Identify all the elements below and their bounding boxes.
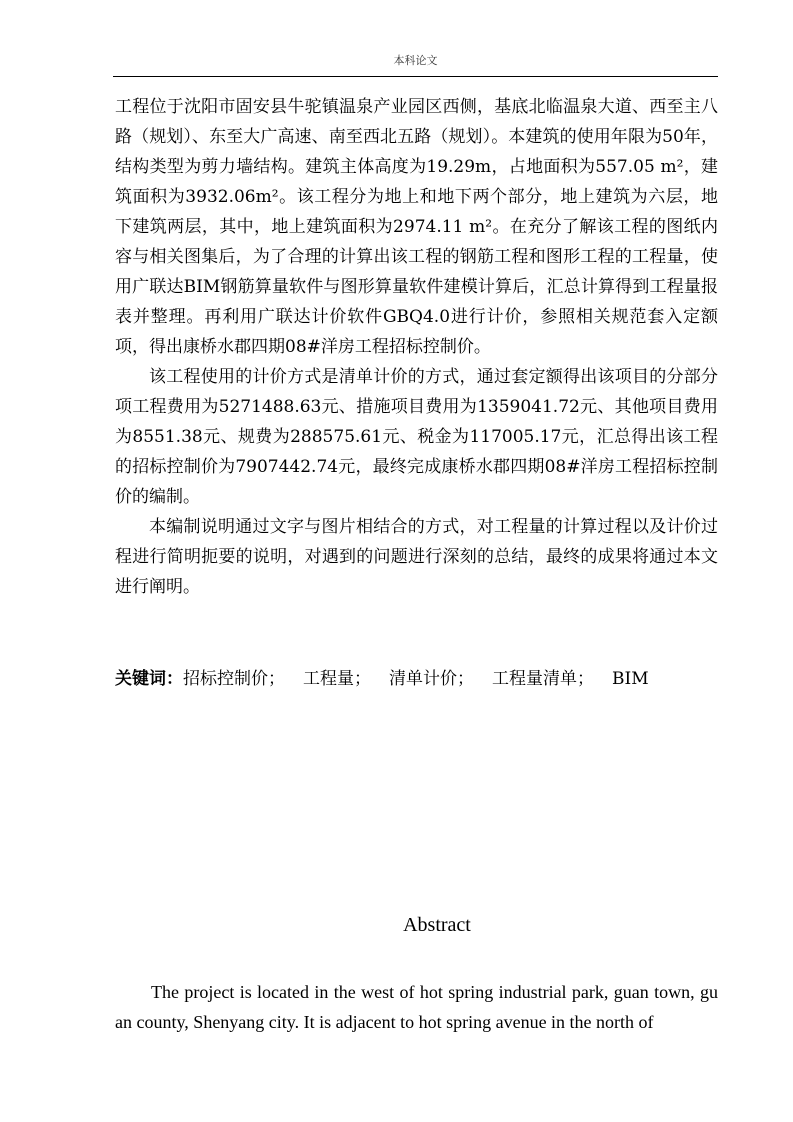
keyword: 招标控制价； bbox=[183, 669, 285, 689]
chinese-abstract bbox=[115, 92, 718, 602]
paragraph-project-overview: 工程位于沈阳市固安县牛驼镇温泉产业园区西侧，基底北临温泉大道、西至主八路（规划）、东至大广高速、南至西北五路（规划）。本建筑的使用年限为50年，结构类型为剪力墙结构。建筑主体高度为19.29m，占地面积为557.05 m²，建筑面积为3932.06m²。该工程分为地上和地下两个部分，地上建筑为六层，地下建筑两层，其中，地上建筑面积为2974.11 m²。在充分了解该工程的图纸内容与相关图集后，为了合理的计算出该工程的钢筋工程和图形工程的工程量，使用广联达BIM钢筋算量软件与图形算量软件建模计算后，汇总计算得到工程量报表并整理。再利用广联达计价软件GBQ4.0进行计价，参照相关规范套入定额项，得出康桥水郡四期08#洋房工程招标控制价。 bbox=[115, 97, 718, 357]
keyword: 工程量； bbox=[303, 669, 371, 689]
keywords-line bbox=[115, 664, 718, 694]
header-divider bbox=[113, 76, 718, 77]
abstract-paragraph: The project is located in the west of hot spring industrial park, guan town, gu an county, Shenyang city. It is adjacent to hot spring avenue in the north of bbox=[115, 982, 718, 1032]
keyword: 清单计价； bbox=[389, 669, 474, 689]
keyword: BIM bbox=[612, 669, 649, 689]
paragraph-summary: 本编制说明通过文字与图片相结合的方式，对工程量的计算过程以及计价过程进行简明扼要的说明，对遇到的问题进行深刻的总结，最终的成果将通过本文进行阐明。 bbox=[115, 517, 718, 597]
paragraph-pricing: 该工程使用的计价方式是清单计价的方式，通过套定额得出该项目的分部分项工程费用为5271488.63元、措施项目费用为1359041.72元、其他项目费用为8551.38元、规费为288575.61元、税金为117005.17元，汇总得出该工程的招标控制价为7907442.74元，最终完成康桥水郡四期08#洋房工程招标控制价的编制。 bbox=[115, 367, 718, 507]
keywords-label: 关键词： bbox=[115, 669, 183, 689]
english-abstract bbox=[115, 977, 718, 1037]
keyword: 工程量清单； bbox=[492, 669, 594, 689]
page-header: 本科论文 bbox=[393, 54, 438, 67]
abstract-title: Abstract bbox=[403, 914, 471, 936]
